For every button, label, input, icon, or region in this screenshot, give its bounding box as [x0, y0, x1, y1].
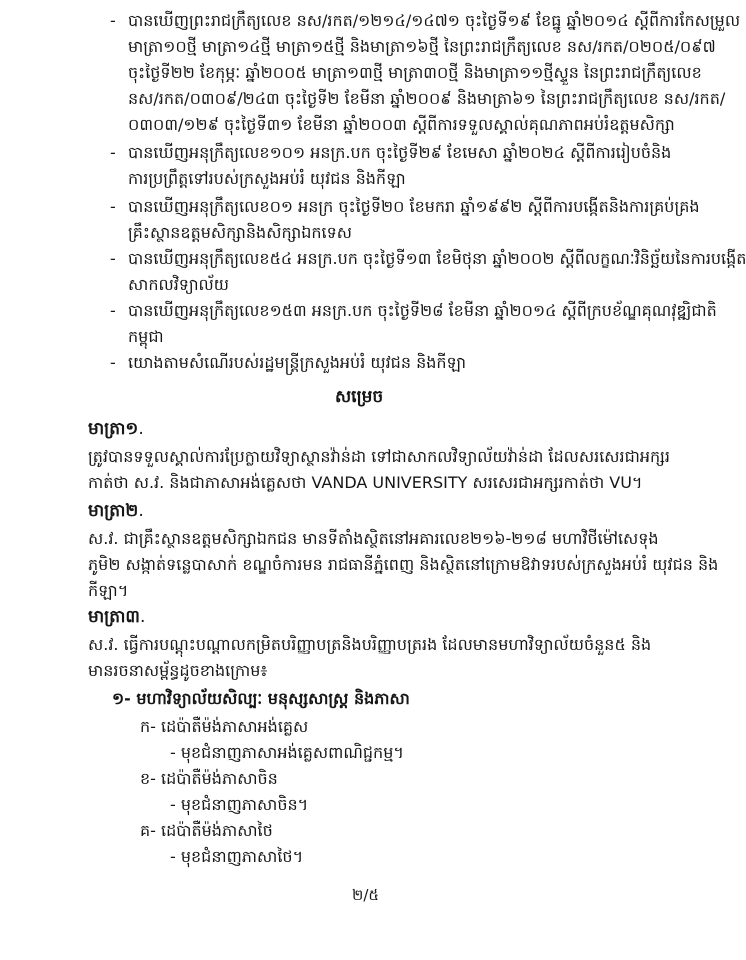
preamble-1-line-1: បានឃើញព្រះរាជក្រឹត្យលេខ នស/រកត/១២១៤/១៤៧១ ចុះថ្ងៃទី១៩ ខែធ្នូ ឆ្នាំ២០១៤ ស្ដីពីការកែសម្រួល: [128, 11, 741, 30]
article-label-dot: .: [139, 607, 146, 627]
preamble-2-line-2: ការប្រព្រឹត្តទៅរបស់ក្រសួងអប់រំ យុវជន និងកីឡា: [128, 169, 406, 188]
bullet-dash: -: [110, 301, 116, 320]
preamble-1-line-2: មាត្រា១០ថ្មី មាត្រា១៤ថ្មី មាត្រា១៥ថ្មី និងមាត្រា១៦ថ្មី នៃព្រះរាជក្រឹត្យលេខ នស/រកត/០២០៥/០៩៧: [128, 37, 716, 56]
preamble-5-line-2: កម្ពុជា: [128, 327, 164, 346]
department-chinese: ខ- ដេប៉ាតឺម៉ង់ភាសាចិន: [140, 769, 278, 788]
bullet-dash: -: [110, 197, 116, 216]
faculty-title: ១- មហាវិទ្យាល័យសិល្បៈ មនុស្សសាស្ត្រ និងភាសា: [112, 689, 410, 708]
preamble-2-line-1: បានឃើញអនុក្រឹត្យលេខ១០១ អនក្រ.បក ចុះថ្ងៃទី២៩ ខែមេសា ឆ្នាំ២០២៤ ស្ដីពីការរៀបចំនិង: [128, 143, 672, 162]
article-2-line-3: កីឡា។: [88, 581, 129, 600]
preamble-3-line-1: បានឃើញអនុក្រឹត្យលេខ០១ អនក្រ ចុះថ្ងៃទី២០ ខែមករា ឆ្នាំ១៩៩២ ស្ដីពីការបង្កើតនិងការគ្រប់គ្រង: [128, 197, 700, 216]
article-label-text: មាត្រា២: [88, 501, 139, 521]
page-number: ២/៥: [352, 886, 380, 904]
article-1-line-2: កាត់ថា ស.វ. និងជាភាសាអង់គ្លេសថា VANDA UNIVERSITY សរសេរជាអក្សរកាត់ថា VU។: [88, 473, 643, 492]
decision-heading: សម្រេច: [335, 387, 384, 407]
preamble-1-line-3: ចុះថ្ងៃទី២២ ខែកុម្ភៈ ឆ្នាំ២០០៥ មាត្រា១៣ថ្មី មាត្រា៣០ថ្មី និងមាត្រា១១ថ្មីស្ទួន នៃព្រះរាជក្រឹត្យលេខ: [128, 63, 702, 82]
preamble-3-line-2: គ្រឹះស្ថានឧត្ដមសិក្សានិងសិក្សាឯកទេស: [128, 223, 352, 242]
bullet-dash: -: [110, 11, 116, 30]
department-english: ក- ដេប៉ាតឺម៉ង់ភាសាអង់គ្លេស: [140, 717, 309, 736]
bullet-dash: -: [110, 353, 116, 372]
bullet-dash: -: [110, 249, 116, 268]
article-label-dot: .: [138, 419, 144, 439]
article-label-dot: .: [138, 501, 144, 521]
department-thai: គ- ដេប៉ាតឺម៉ង់ភាសាថៃ: [140, 821, 273, 840]
major-english: - មុខជំនាញភាសាអង់គ្លេសពាណិជ្ជកម្ម។: [170, 743, 404, 762]
preamble-5-line-1: បានឃើញអនុក្រឹត្យលេខ១៥៣ អនក្រ.បក ចុះថ្ងៃទី២៨ ខែមីនា ឆ្នាំ២០១៤ ស្ដីពីក្របខ័ណ្ឌគុណវុឌ្ឍិជាតិ: [128, 301, 717, 320]
preamble-1-line-4: នស/រកត/០៣០៩/២៤៣ ចុះថ្ងៃទី២ ខែមីនា ឆ្នាំ២០០៩ និងមាត្រា៦១ នៃព្រះរាជក្រឹត្យលេខ នស/រកត/: [128, 89, 726, 108]
major-chinese: - មុខជំនាញភាសាចិន។: [170, 795, 309, 814]
preamble-6-line-1: យោងតាមសំណើរបស់រដ្ឋមន្ត្រីក្រសួងអប់រំ យុវជន និងកីឡា: [128, 353, 467, 372]
article-2-line-1: ស.វ. ជាគ្រឹះស្ថានឧត្ដមសិក្សាឯកជន មានទីតាំងស្ថិតនៅអគារលេខ២១៦-២១៨ មហាវិថីម៉ៅសេទុង: [88, 529, 659, 548]
preamble-1-line-5: ០៣០៣/១២៩ ចុះថ្ងៃទី៣១ ខែមីនា ឆ្នាំ២០០៣ ស្ដីពីការទទួលស្គាល់គុណភាពអប់រំឧត្ដមសិក្សា: [128, 115, 675, 134]
article-3-label: [88, 606, 145, 631]
article-3-line-2: មានរចនាសម្ព័ន្ធដូចខាងក្រោម៖: [88, 661, 268, 680]
article-1-line-1: ត្រូវបានទទួលស្គាល់ការប្រែក្លាយវិទ្យាស្ថានវ៉ាន់ដា ទៅជាសាកលវិទ្យាល័យវ៉ាន់ដា ដែលសរសេរជាអក្សរ: [88, 447, 670, 466]
preamble-4-line-1: បានឃើញអនុក្រឹត្យលេខ៥៤ អនក្រ.បក ចុះថ្ងៃទី១៣ ខែមិថុនា ឆ្នាំ២០០២ ស្ដីពីលក្ខណៈវិនិច្ឆ័យនៃការបង្កើត: [128, 249, 746, 268]
article-1-label: [88, 418, 144, 443]
bullet-dash: -: [110, 143, 116, 162]
article-2-label: [88, 500, 144, 525]
preamble-4-line-2: សាកលវិទ្យាល័យ: [128, 275, 230, 294]
article-label-text: មាត្រា៣: [88, 607, 140, 627]
article-label-text: មាត្រា១: [88, 419, 139, 439]
major-thai: - មុខជំនាញភាសាថៃ។: [170, 847, 304, 866]
article-2-line-2: ភូមិ២ សង្កាត់ទន្លេបាសាក់ ខណ្ឌចំការមន រាជធានីភ្នំពេញ និងស្ថិតនៅក្រោមឱវាទរបស់ក្រសួងអប់រំ យុវជន និង: [88, 555, 719, 574]
article-3-line-1: ស.វ. ធ្វើការបណ្ដុះបណ្ដាលកម្រិតបរិញ្ញាបត្រនិងបរិញ្ញាបត្ររង ដែលមានមហាវិទ្យាល័យចំនួន៥ និង: [88, 635, 652, 654]
